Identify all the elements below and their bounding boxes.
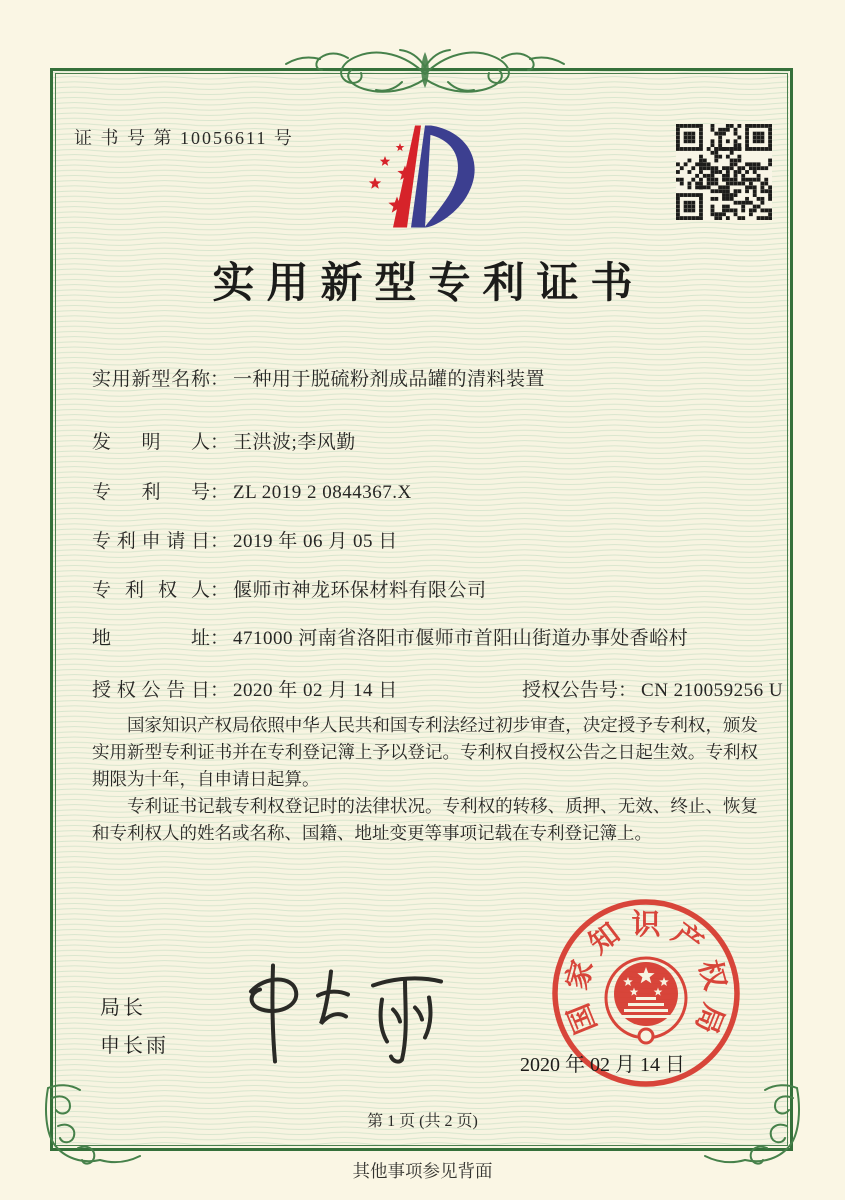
field-colon: ：	[210, 580, 230, 601]
field-row-grant-date	[92, 675, 792, 702]
field-colon: ：	[618, 680, 638, 701]
field-row-inventor	[92, 427, 356, 454]
signature-icon	[215, 960, 450, 1068]
field-value: 一种用于脱硫粉剂成品罐的清料装置	[233, 369, 546, 390]
qr-code	[676, 124, 772, 220]
field-colon: ：	[210, 482, 230, 503]
back-note: 其他事项参见背面	[352, 1161, 493, 1181]
field-value: CN 210059256 U	[641, 680, 784, 701]
field-row-patentee	[92, 575, 487, 602]
field-row-patent-no	[92, 477, 412, 504]
field-value: ZL 2019 2 0844367.X	[233, 482, 412, 503]
svg-text:产: 产	[666, 917, 709, 961]
field-colon: ：	[210, 531, 230, 552]
svg-text:国: 国	[562, 999, 604, 1038]
field-value: 王洪波;李风勤	[233, 432, 356, 453]
body-paragraph-2: 专利证书记载专利权登记时的法律状况。专利权的转移、质押、无效、终止、恢复和专利权人的姓名或名称、国籍、地址变更等事项记载在专利登记簿上。	[92, 796, 758, 843]
field-colon: ：	[210, 432, 230, 453]
field-value: 偃师市神龙环保材料有限公司	[233, 580, 487, 601]
field-row-name	[92, 364, 545, 391]
field-label: 专利申请日	[92, 531, 210, 552]
field-label: 专利号	[92, 482, 210, 503]
field-colon: ：	[210, 680, 230, 701]
field-value: 2020 年 02 月 14 日	[233, 680, 398, 701]
field-row-address	[92, 623, 688, 650]
certificate-title: 实用新型专利证书	[212, 261, 645, 307]
page-number: 第 1 页 (共 2 页)	[367, 1113, 478, 1130]
body-paragraph-1: 国家知识产权局依照中华人民共和国专利法经过初步审查，决定授予专利权，颁发实用新型专利证书并在专利登记簿上予以登记。专利权自授权公告之日起生效。专利权期限为十年，自申请日起算。	[92, 715, 758, 789]
field-label: 实用新型名称	[92, 369, 210, 390]
field-value: 471000 河南省洛阳市偃师市首阳山街道办事处香峪村	[233, 628, 689, 649]
field-label: 发明人	[92, 432, 210, 453]
field-colon: ：	[210, 369, 230, 390]
grant-number	[522, 675, 783, 702]
field-label: 地址	[92, 628, 210, 649]
legal-text	[92, 712, 758, 847]
officer-title: 局长	[100, 997, 146, 1019]
svg-text:家: 家	[561, 956, 600, 994]
cnipa-logo-icon	[345, 120, 495, 238]
field-row-filing-date	[92, 526, 398, 553]
svg-text:权: 权	[692, 956, 731, 994]
svg-text:识: 识	[631, 909, 661, 941]
seal-date: 2020 年 02 月 14 日	[520, 1054, 685, 1076]
svg-text:知: 知	[583, 917, 626, 961]
field-value: 2019 年 06 月 05 日	[233, 531, 398, 552]
field-label: 专利权人	[92, 580, 210, 601]
field-label: 授权公告日	[92, 680, 210, 701]
field-label: 授权公告号	[522, 680, 618, 701]
certificate-number: 证 书 号 第 10056611 号	[74, 128, 294, 148]
svg-text:局: 局	[688, 999, 730, 1038]
field-colon: ：	[210, 628, 230, 649]
officer-name: 申长雨	[100, 1035, 169, 1057]
